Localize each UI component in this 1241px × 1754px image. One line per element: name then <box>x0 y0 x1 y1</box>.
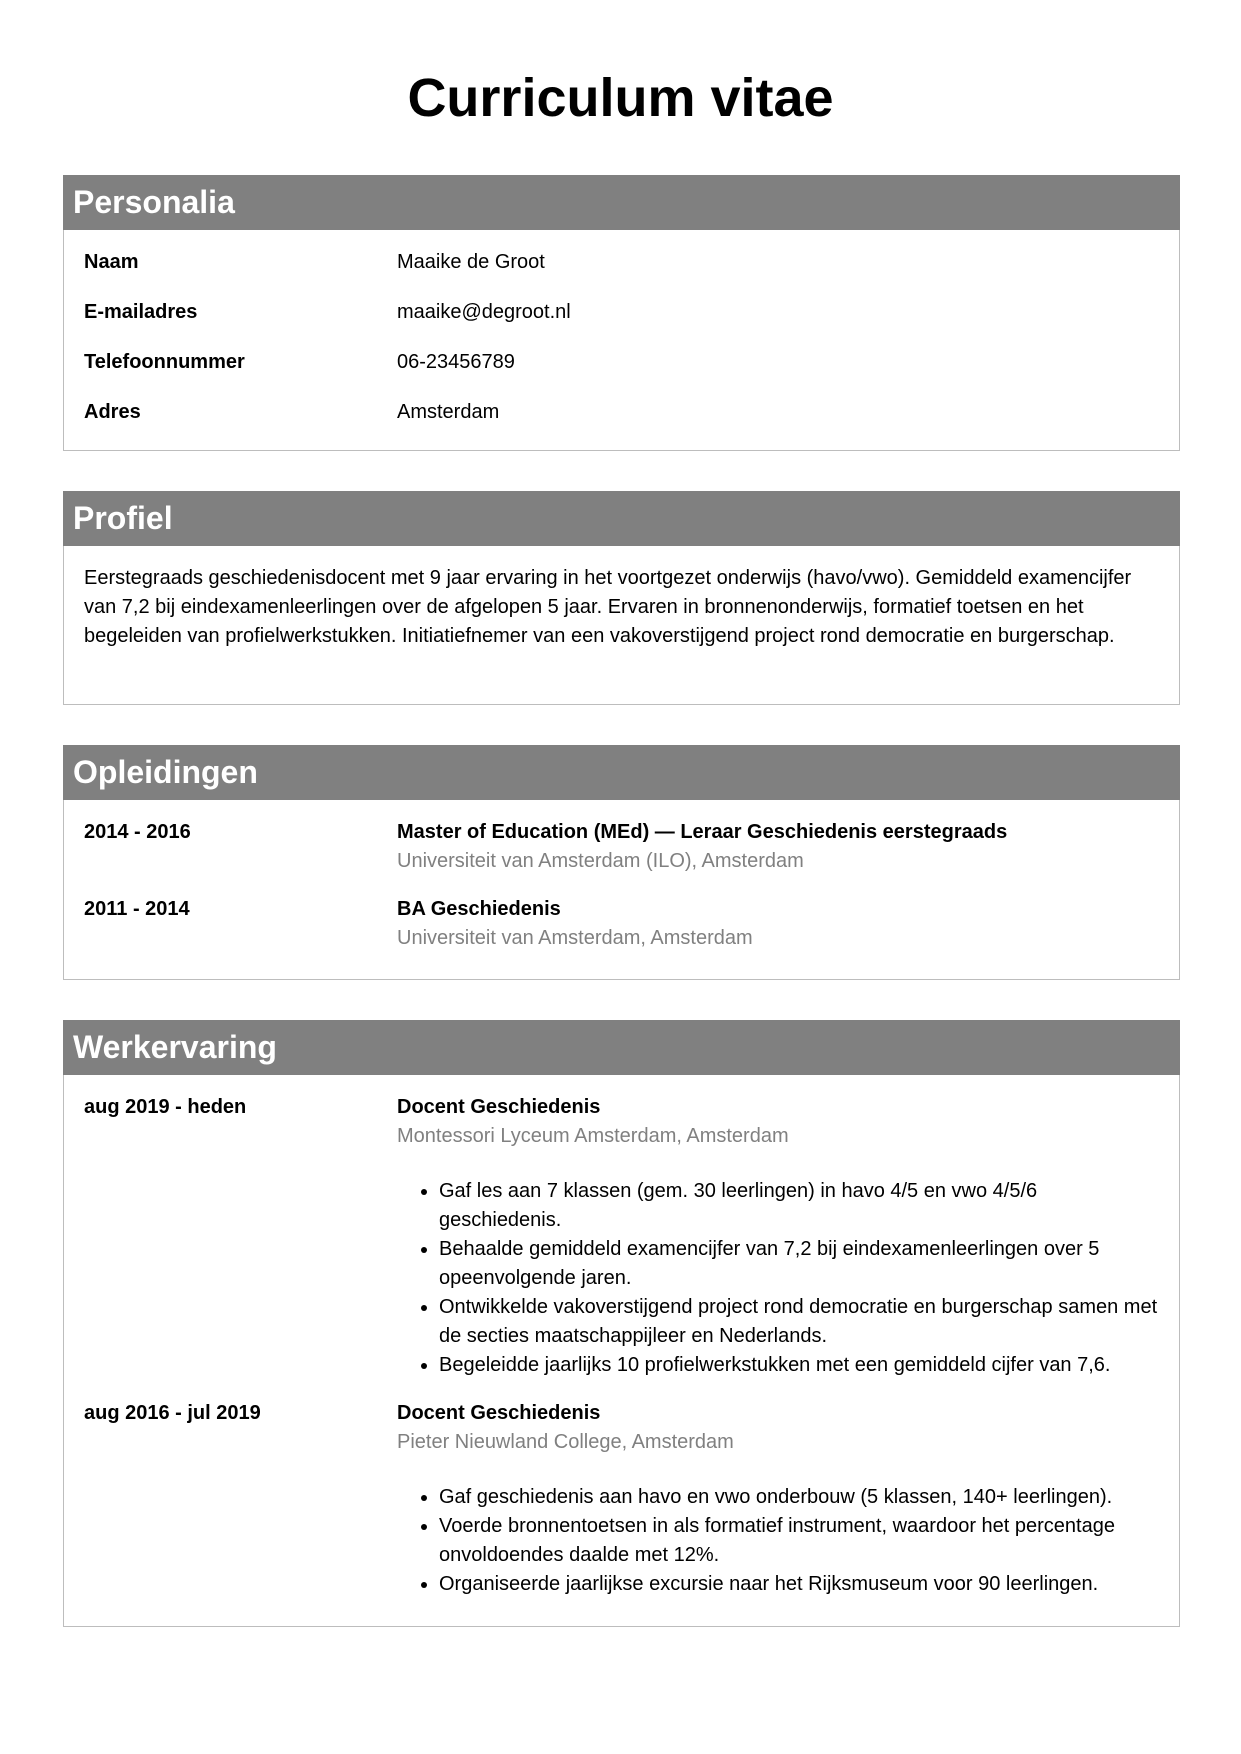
werkervaring-section <box>63 1020 1180 1627</box>
education-title: Master of Education (MEd) — Leraar Geschiedenis eerstegraads <box>397 821 1008 843</box>
education-period: 2014 - 2016 <box>84 821 191 843</box>
personalia-heading: Personalia <box>63 175 1180 230</box>
work-bullets <box>397 1177 1159 1380</box>
education-period: 2011 - 2014 <box>84 898 190 920</box>
education-title: BA Geschiedenis <box>397 898 561 920</box>
work-period: aug 2016 - jul 2019 <box>84 1402 261 1424</box>
opleidingen-heading: Opleidingen <box>63 745 1180 800</box>
work-bullet: • Begeleidde jaarlijks 10 profielwerkstukken met een gemiddeld cijfer van 7,6. <box>439 1351 1159 1380</box>
work-title: Docent Geschiedenis <box>397 1096 601 1118</box>
profiel-section <box>63 491 1180 705</box>
opleidingen-section <box>63 745 1180 980</box>
profiel-heading: Profiel <box>63 491 1180 546</box>
personalia-value: Amsterdam <box>397 401 500 423</box>
education-institution: Universiteit van Amsterdam, Amsterdam <box>397 927 753 949</box>
education-entry <box>84 818 1159 876</box>
work-entry <box>84 1399 1159 1599</box>
personalia-label: Adres <box>84 401 141 423</box>
personalia-section <box>63 175 1180 451</box>
work-bullet: • Gaf geschiedenis aan havo en vwo onderbouw (5 klassen, 140+ leerlingen). <box>439 1483 1159 1512</box>
work-bullet: • Ontwikkelde vakoverstijgend project rond democratie en burgerschap samen met de secties maatschappijleer en Nederlands. <box>439 1293 1159 1351</box>
work-employer: Montessori Lyceum Amsterdam, Amsterdam <box>397 1125 789 1147</box>
personalia-row-telefoon <box>84 348 1159 377</box>
work-title: Docent Geschiedenis <box>397 1402 601 1424</box>
work-bullet: • Gaf les aan 7 klassen (gem. 30 leerlingen) in havo 4/5 en vwo 4/5/6 geschiedenis. <box>439 1177 1159 1235</box>
personalia-value: Maaike de Groot <box>397 251 545 273</box>
personalia-row-naam <box>84 248 1159 277</box>
personalia-label: Telefoonnummer <box>84 351 245 373</box>
personalia-value: 06-23456789 <box>397 351 515 373</box>
personalia-row-email <box>84 298 1159 327</box>
work-employer: Pieter Nieuwland College, Amsterdam <box>397 1431 734 1453</box>
personalia-label: E-mailadres <box>84 301 198 323</box>
work-bullets <box>397 1483 1159 1599</box>
personalia-row-adres <box>84 398 1159 427</box>
education-entry <box>84 895 1159 953</box>
education-institution: Universiteit van Amsterdam (ILO), Amsterdam <box>397 850 804 872</box>
work-bullet: • Voerde bronnentoetsen in als formatief instrument, waardoor het percentage onvoldoendes daalde met 12%. <box>439 1512 1159 1570</box>
page-title: Curriculum vitae <box>407 68 834 128</box>
werkervaring-heading: Werkervaring <box>63 1020 1180 1075</box>
personalia-value: maaike@degroot.nl <box>397 301 571 323</box>
work-period: aug 2019 - heden <box>84 1096 247 1118</box>
profiel-text: Eerstegraads geschiedenisdocent met 9 jaar ervaring in het voortgezet onderwijs (havo/vwo). Gemiddeld examencijfer van 7,2 bij eindexamenleerlingen over de afgelopen 5 jaar. Ervaren in bronnenonderwijs, formatief toetsen en het begeleiden van profielwerkstukken. Initiatiefnemer van een vakoverstijgend project rond democratie en burgerschap. <box>84 567 1132 647</box>
work-bullet: • Behaalde gemiddeld examencijfer van 7,2 bij eindexamenleerlingen over 5 opeenvolgende jaren. <box>439 1235 1159 1293</box>
work-bullet: • Organiseerde jaarlijkse excursie naar het Rijksmuseum voor 90 leerlingen. <box>439 1570 1159 1599</box>
personalia-label: Naam <box>84 251 139 273</box>
work-entry <box>84 1093 1159 1380</box>
